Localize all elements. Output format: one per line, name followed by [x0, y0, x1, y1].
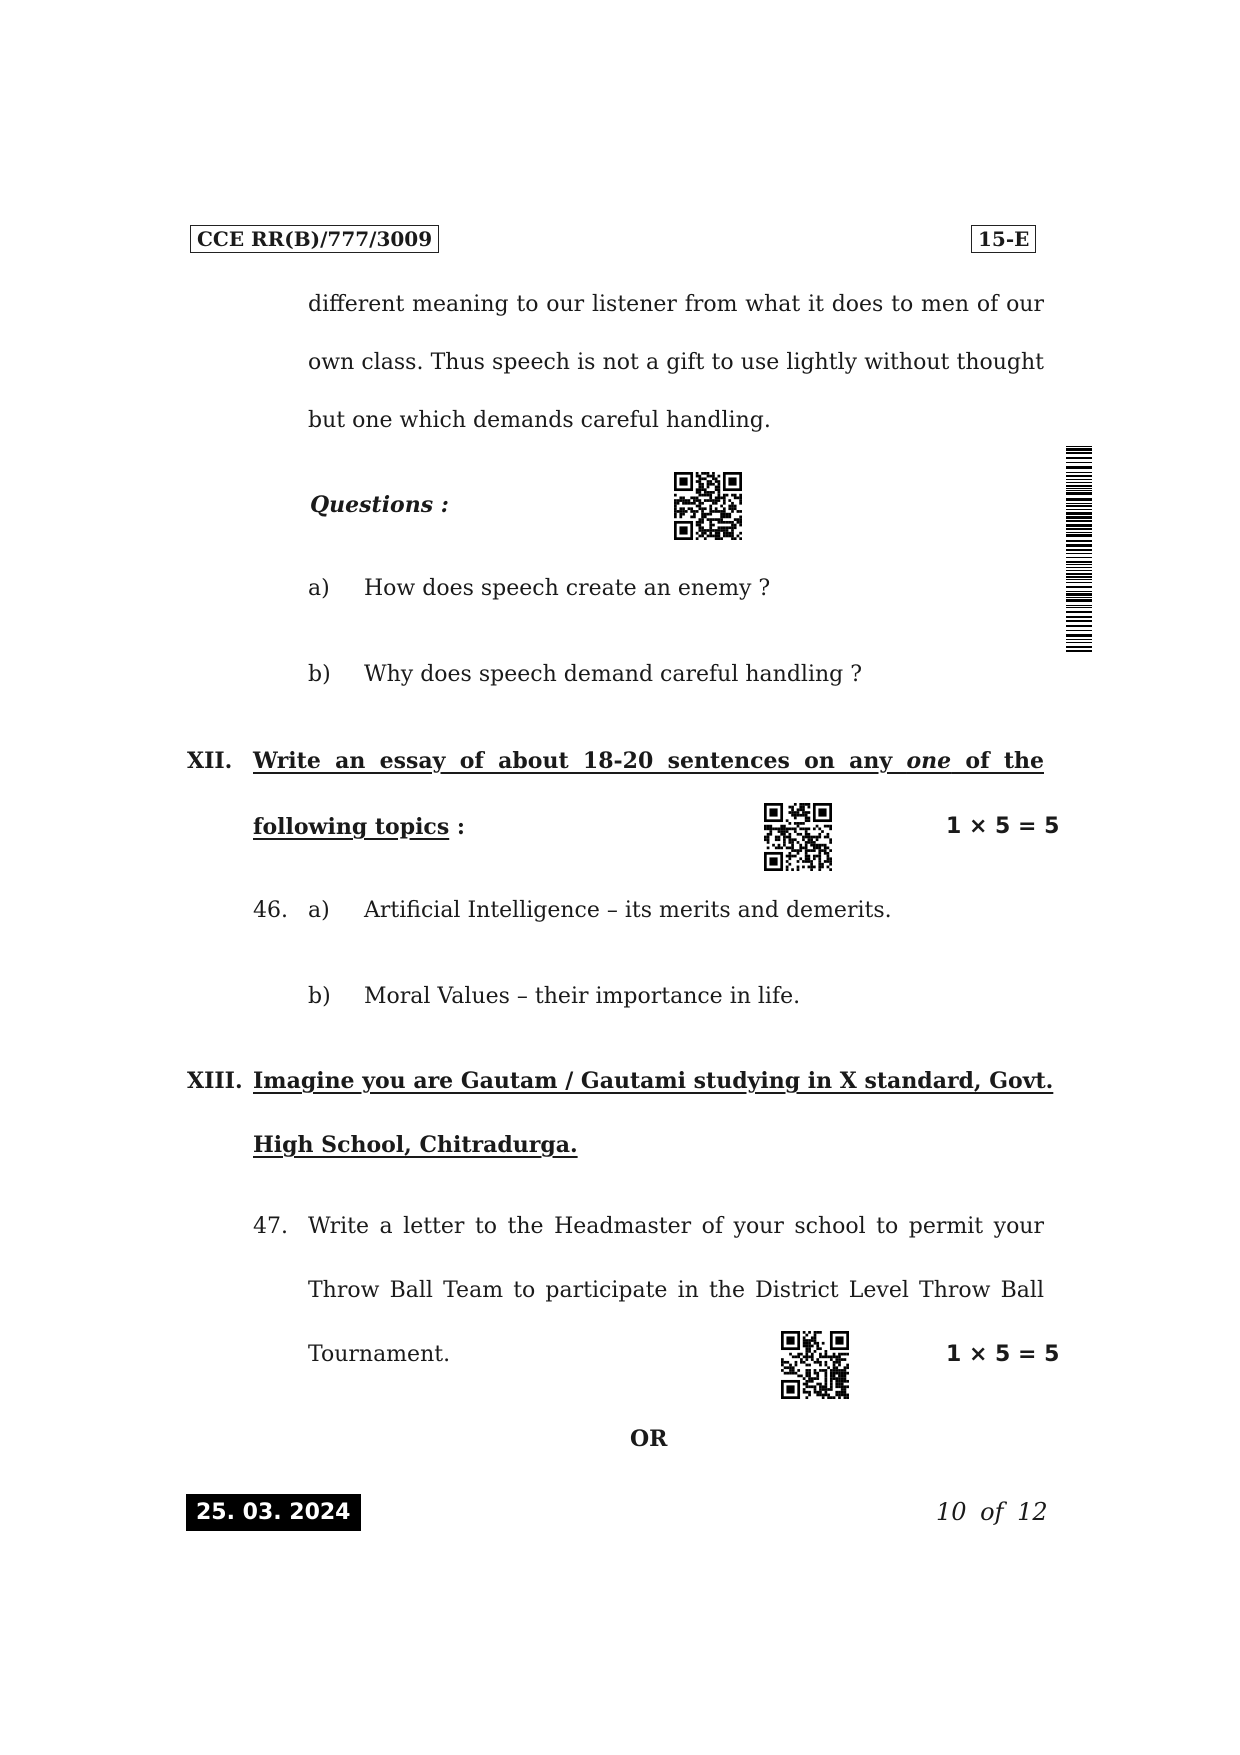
section-xiii-heading-line-1: Imagine you are Gautam / Gautami studying in X standard, Govt.	[253, 1068, 1054, 1094]
question-46b-label: b)	[308, 984, 331, 1009]
qr-code-icon	[764, 803, 832, 871]
paper-code: CCE RR(B)/777/3009	[190, 225, 439, 253]
or-divider: OR	[630, 1426, 668, 1452]
question-46a-text: Artificial Intelligence – its merits and demerits.	[364, 898, 892, 923]
question-47-line-2: Throw Ball Team to participate in the District Level Throw Ball	[308, 1278, 1044, 1303]
barcode-icon	[1066, 446, 1092, 652]
exam-date: 25. 03. 2024	[186, 1494, 361, 1531]
questions-title: Questions :	[310, 492, 449, 518]
section-xiii-heading-line-2: High School, Chitradurga.	[253, 1132, 578, 1158]
question-47-number: 47.	[253, 1214, 288, 1239]
passage-line-3: but one which demands careful handling.	[308, 408, 771, 433]
qr-code-icon	[781, 1331, 849, 1399]
passage-line-2: own class. Thus speech is not a gift to use lightly without thought	[308, 350, 1044, 375]
passage-line-1: different meaning to our listener from what it does to men of our	[308, 292, 1044, 317]
section-xiii-marks: 1 × 5 = 5	[946, 1342, 1060, 1367]
question-b-label: b)	[308, 662, 331, 687]
question-47-line-3: Tournament.	[308, 1342, 451, 1367]
question-46a-label: a)	[308, 898, 330, 923]
question-a-label: a)	[308, 576, 330, 601]
section-xiii-numeral: XIII.	[187, 1068, 243, 1094]
question-a-text: How does speech create an enemy ?	[364, 576, 771, 601]
paper-version: 15-E	[971, 225, 1036, 253]
question-47-line-1: Write a letter to the Headmaster of your school to permit your	[308, 1214, 1044, 1239]
question-46b-text: Moral Values – their importance in life.	[364, 984, 801, 1009]
question-46-number: 46.	[253, 898, 288, 923]
section-xii-marks: 1 × 5 = 5	[946, 814, 1060, 839]
question-b-text: Why does speech demand careful handling ?	[364, 662, 863, 687]
section-xii-numeral: XII.	[187, 748, 233, 774]
section-xii-heading-line-1: Write an essay of about 18-20 sentences on any one of the	[253, 748, 1044, 774]
section-xii-heading-line-2: following topics :	[253, 814, 465, 840]
page-number: 10 of 12	[936, 1498, 1048, 1526]
qr-code-icon	[674, 472, 742, 540]
